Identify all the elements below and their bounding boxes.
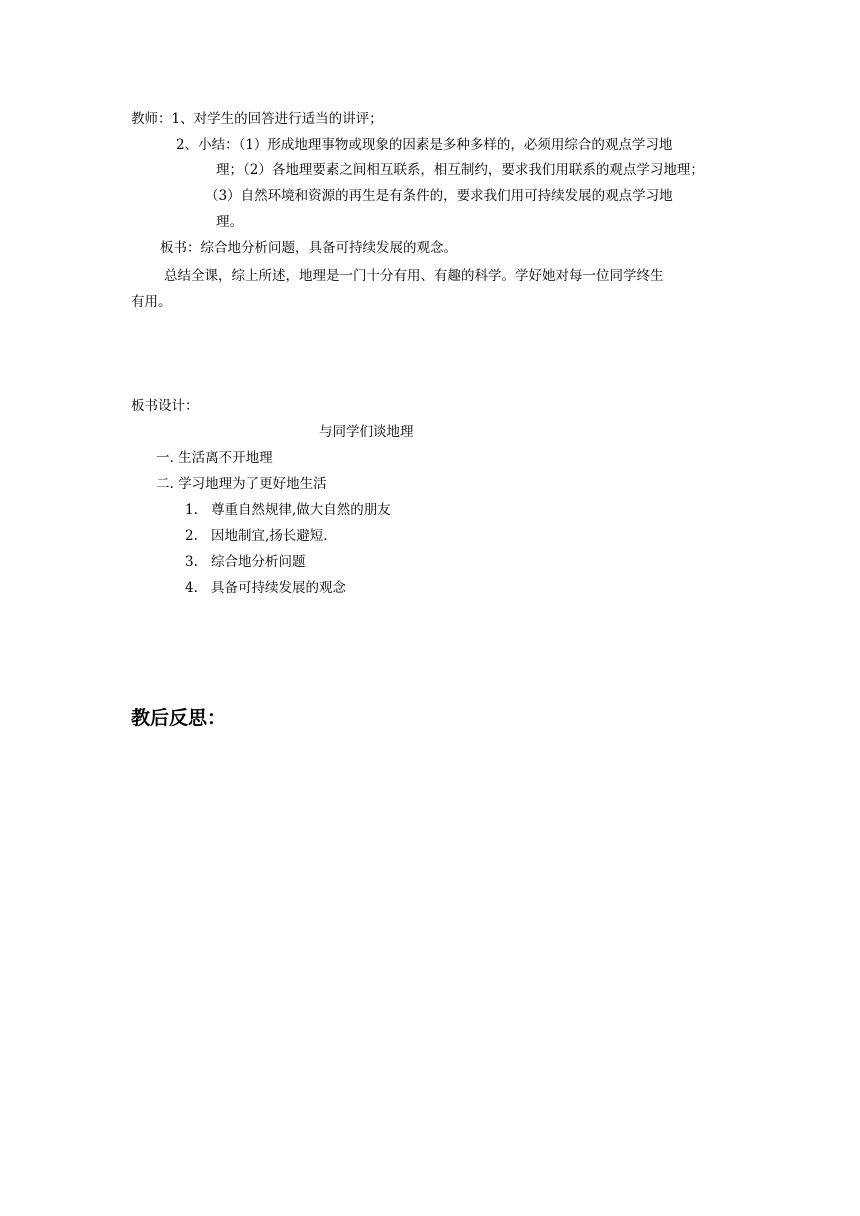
board-item-text: 尊重自然规律,做大自然的朋友	[211, 502, 391, 518]
summary-line-2: 理；（2）各地理要素之间相互联系，相互制约，要求我们用联系的观点学习地理；	[216, 162, 704, 178]
conclusion-line-2: 有用。	[131, 294, 172, 310]
board-item-number: 3.	[185, 554, 198, 570]
reflection-heading: 教后反思：	[131, 707, 227, 729]
board-item	[185, 500, 391, 520]
board-section-1: 一. 生活离不开地理	[156, 450, 273, 466]
summary-line-3: （3）自然环境和资源的再生是有条件的，要求我们用可持续发展的观点学习地	[205, 188, 673, 204]
board-item-text: 因地制宜,扬长避短.	[211, 528, 328, 544]
board-item-number: 1.	[185, 502, 198, 518]
board-note: 板书：综合地分析问题，具备可持续发展的观念。	[160, 240, 457, 256]
board-item	[185, 552, 306, 572]
board-item-number: 2.	[185, 528, 198, 544]
teacher-line-1: 教师：1、对学生的回答进行适当的讲评；	[131, 111, 383, 127]
board-item-text: 综合地分析问题	[211, 554, 306, 570]
board-design-title: 与同学们谈地理	[319, 424, 414, 440]
board-item-number: 4.	[185, 580, 198, 596]
board-item-text: 具备可持续发展的观念	[211, 580, 346, 596]
board-item	[185, 526, 328, 546]
board-item	[185, 578, 346, 598]
summary-line-1: 2、小结：（1）形成地理事物或现象的因素是多种多样的，必须用综合的观点学习地	[176, 137, 673, 153]
board-design-label: 板书设计：	[131, 398, 199, 414]
summary-line-4: 理。	[216, 214, 243, 230]
board-section-2: 二. 学习地理为了更好地生活	[156, 476, 327, 492]
conclusion-line-1: 总结全课，综上所述，地理是一门十分有用、有趣的科学。学好她对每一位同学终生	[164, 268, 664, 284]
